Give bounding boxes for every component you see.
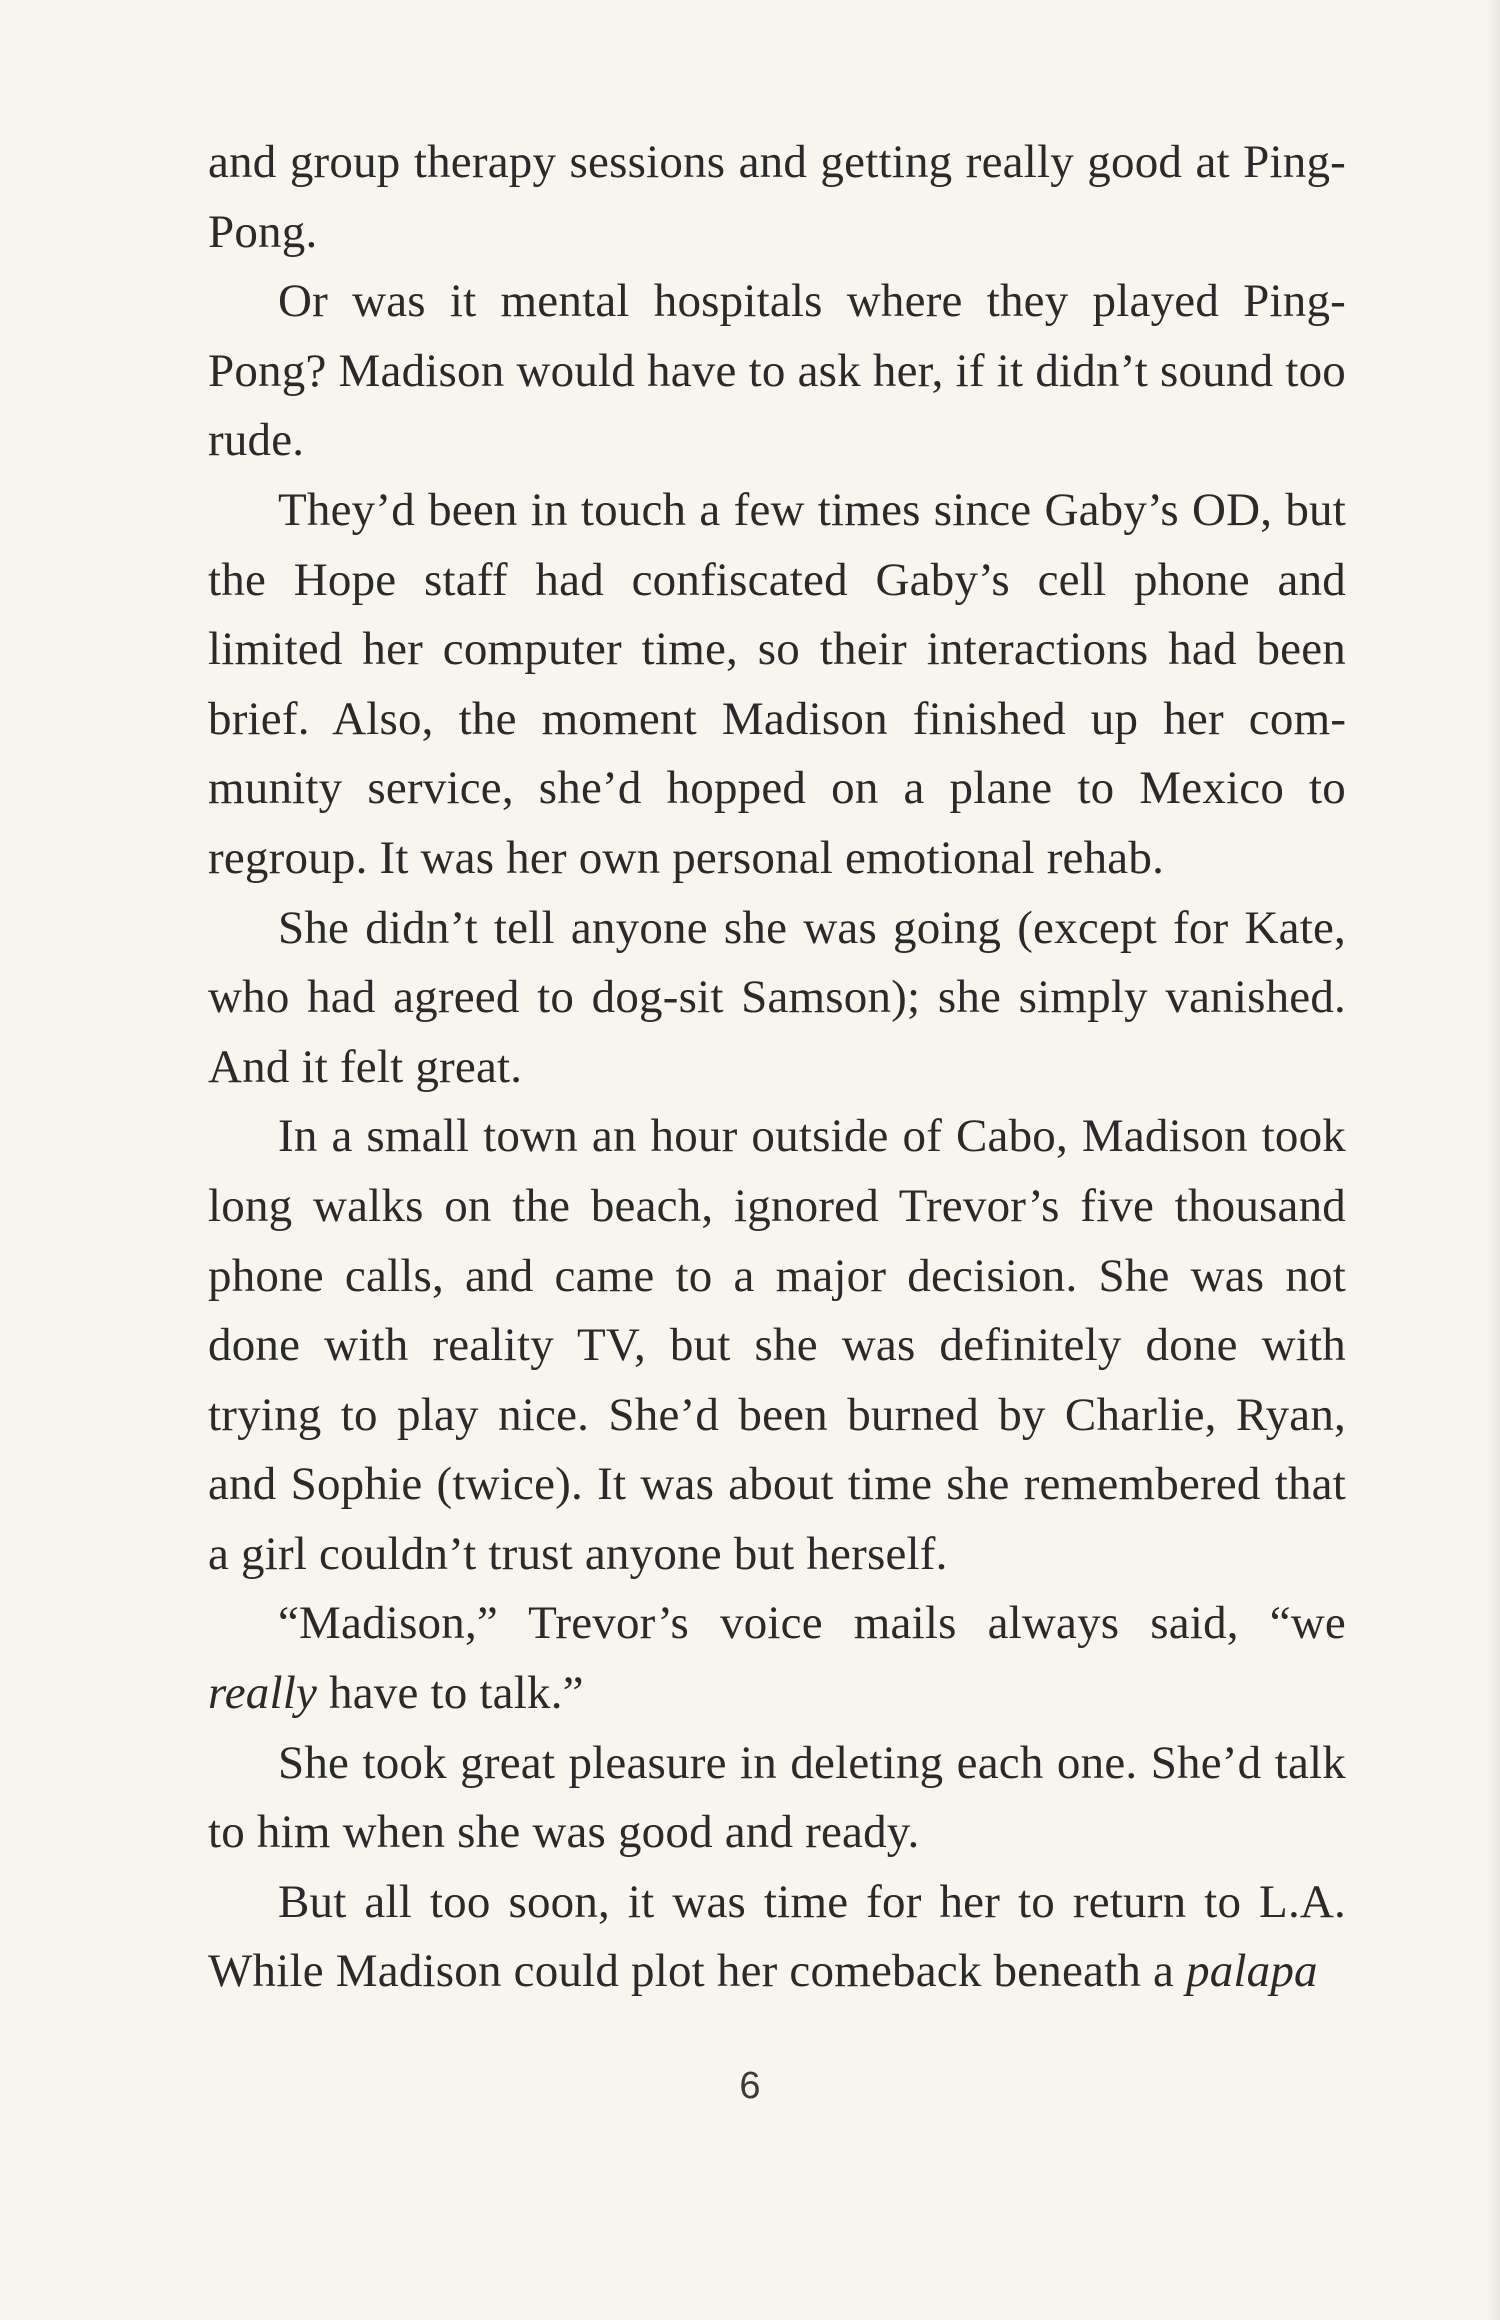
text-run: Or was it mental hospitals where they played Ping-Pong? Madison would have to ask her, if it didn’t sound too rude.: [208, 275, 1346, 467]
paragraph: [208, 267, 1346, 476]
paragraph: [208, 1729, 1346, 1868]
paragraph: [208, 1589, 1346, 1728]
text-run: They’d been in touch a few times since Gaby’s OD, but the Hope staff had confiscated Gaby’s cell phone and limited her computer time, so their interactions had been brief. Also, the moment Madison finished up her community service, she’d hopped on a plane to Mexico to regroup. It was her own personal emotional rehab.: [208, 483, 1346, 884]
italic-text: palapa: [1186, 1945, 1318, 1998]
page-number: 6: [739, 2065, 761, 2107]
paragraph: [208, 128, 1346, 267]
italic-text: really: [208, 1667, 318, 1720]
paragraph: [208, 894, 1346, 1103]
body-text: [208, 128, 1346, 2007]
text-run: She didn’t tell anyone she was going (except for Kate, who had agreed to dog-sit Samson); she simply vanished. And it felt great.: [208, 901, 1346, 1093]
page-edge-shadow: [1486, 0, 1500, 2320]
text-run: She took great pleasure in deleting each one. She’d talk to him when she was good and ready.: [208, 1736, 1346, 1859]
paragraph: [208, 476, 1346, 894]
paragraph: [208, 1102, 1346, 1589]
text-run: In a small town an hour outside of Cabo, Madison took long walks on the beach, ignored Trevor’s five thousand phone calls, and came to a major decision. She was not done with reality TV, but she was definitely done with trying to play nice. She’d been burned by Charlie, Ryan, and Sophie (twice). It was about time she remembered that a girl couldn’t trust anyone but herself.: [208, 1110, 1346, 1580]
text-run: and group therapy sessions and getting really good at Ping-Pong.: [208, 136, 1346, 258]
text-run: But all too soon, it was time for her to return to L.A. While Madison could plot her comeback beneath a: [208, 1875, 1346, 1998]
text-run: “Madison,” Trevor’s voice mails always said, “we: [278, 1597, 1346, 1650]
paragraph: [208, 1868, 1346, 2007]
text-run: have to talk.”: [317, 1667, 584, 1720]
